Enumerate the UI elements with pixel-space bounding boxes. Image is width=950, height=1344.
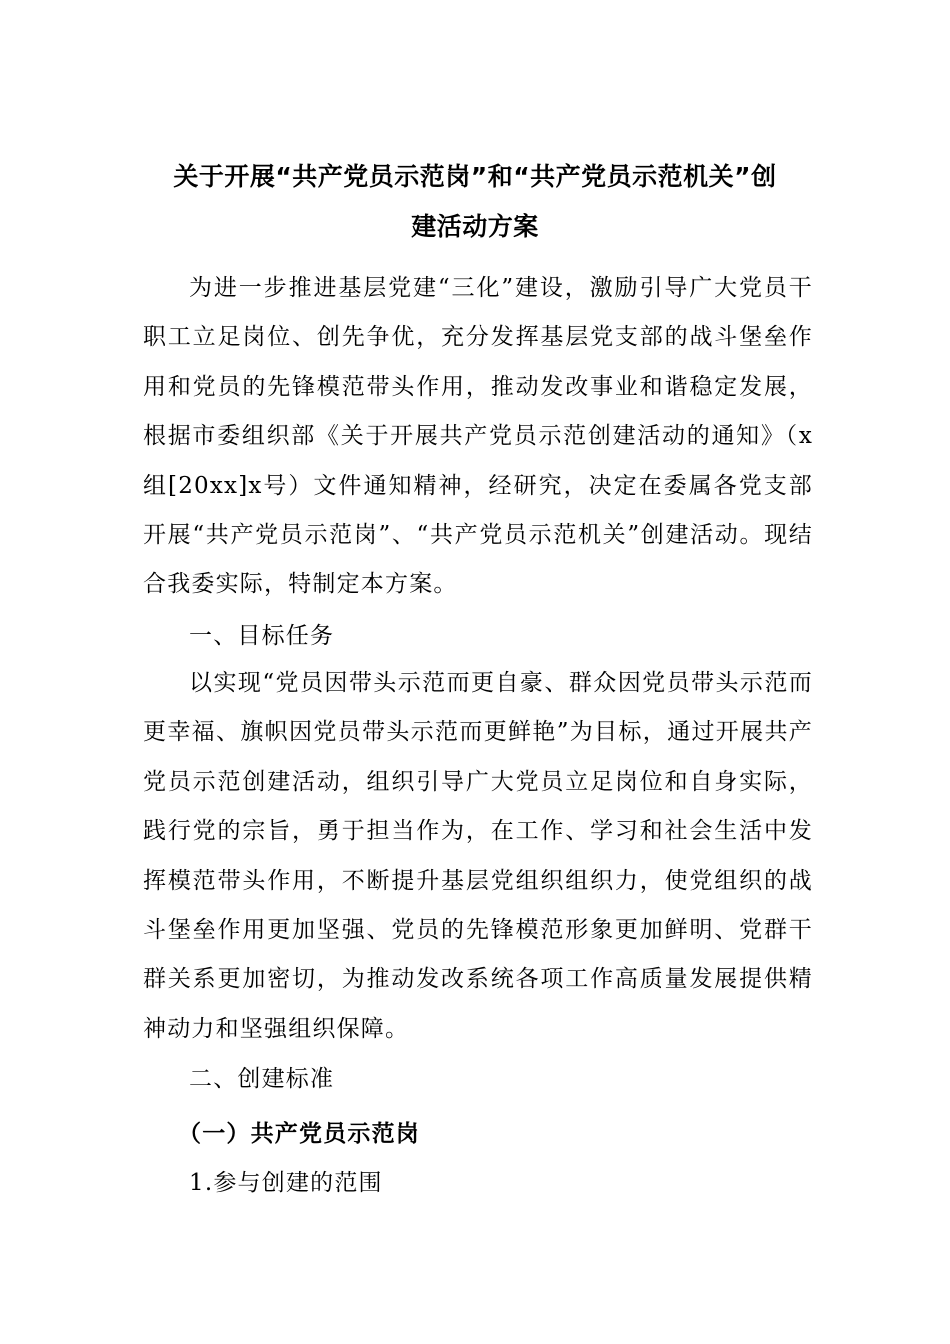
section-heading-goals: 一、目标任务: [189, 623, 335, 649]
document-title-line-2: 建活动方案: [411, 212, 539, 241]
goals-paragraph: 以实现“党员因带头示范而更自豪、群众因党员带头示范而更幸福、旗帜因党员带头示范而更鲜艳”为目标，通过开展共产党员示范创建活动，组织引导广大党员立足岗位和自身实际，践行党的宗旨，勇于担当作为，在工作、学习和社会生活中发挥模范带头作用，不断提升基层党组织组织力，使党组织的战斗堡垒作用更加坚强、党员的先锋模范形象更加鲜明、党群干群关系更加密切，为推动发改系统各项工作高质量发展提供精神动力和坚强组织保障。: [143, 670, 813, 1042]
intro-paragraph: 为进一步推进基层党建“三化”建设，激励引导广大党员干职工立足岗位、创先争优，充分发挥基层党支部的战斗堡垒作用和党员的先锋模范带头作用，推动发改事业和谐稳定发展，根据市委组织部《关于开展共产党员示范创建活动的通知》（x组[20xx]x号）文件通知精神，经研究，决定在委属各党支部开展“共产党员示范岗”、“共产党员示范机关”创建活动。现结合我委实际，特制定本方案。: [143, 275, 813, 598]
document-title-line-1: 关于开展“共产党员示范岗”和“共产党员示范机关”创: [173, 162, 777, 191]
item-heading-scope: 1.参与创建的范围: [189, 1170, 383, 1196]
subsection-heading-model-post: （一）共产党员示范岗: [178, 1121, 420, 1147]
section-heading-standards: 二、创建标准: [189, 1066, 335, 1092]
